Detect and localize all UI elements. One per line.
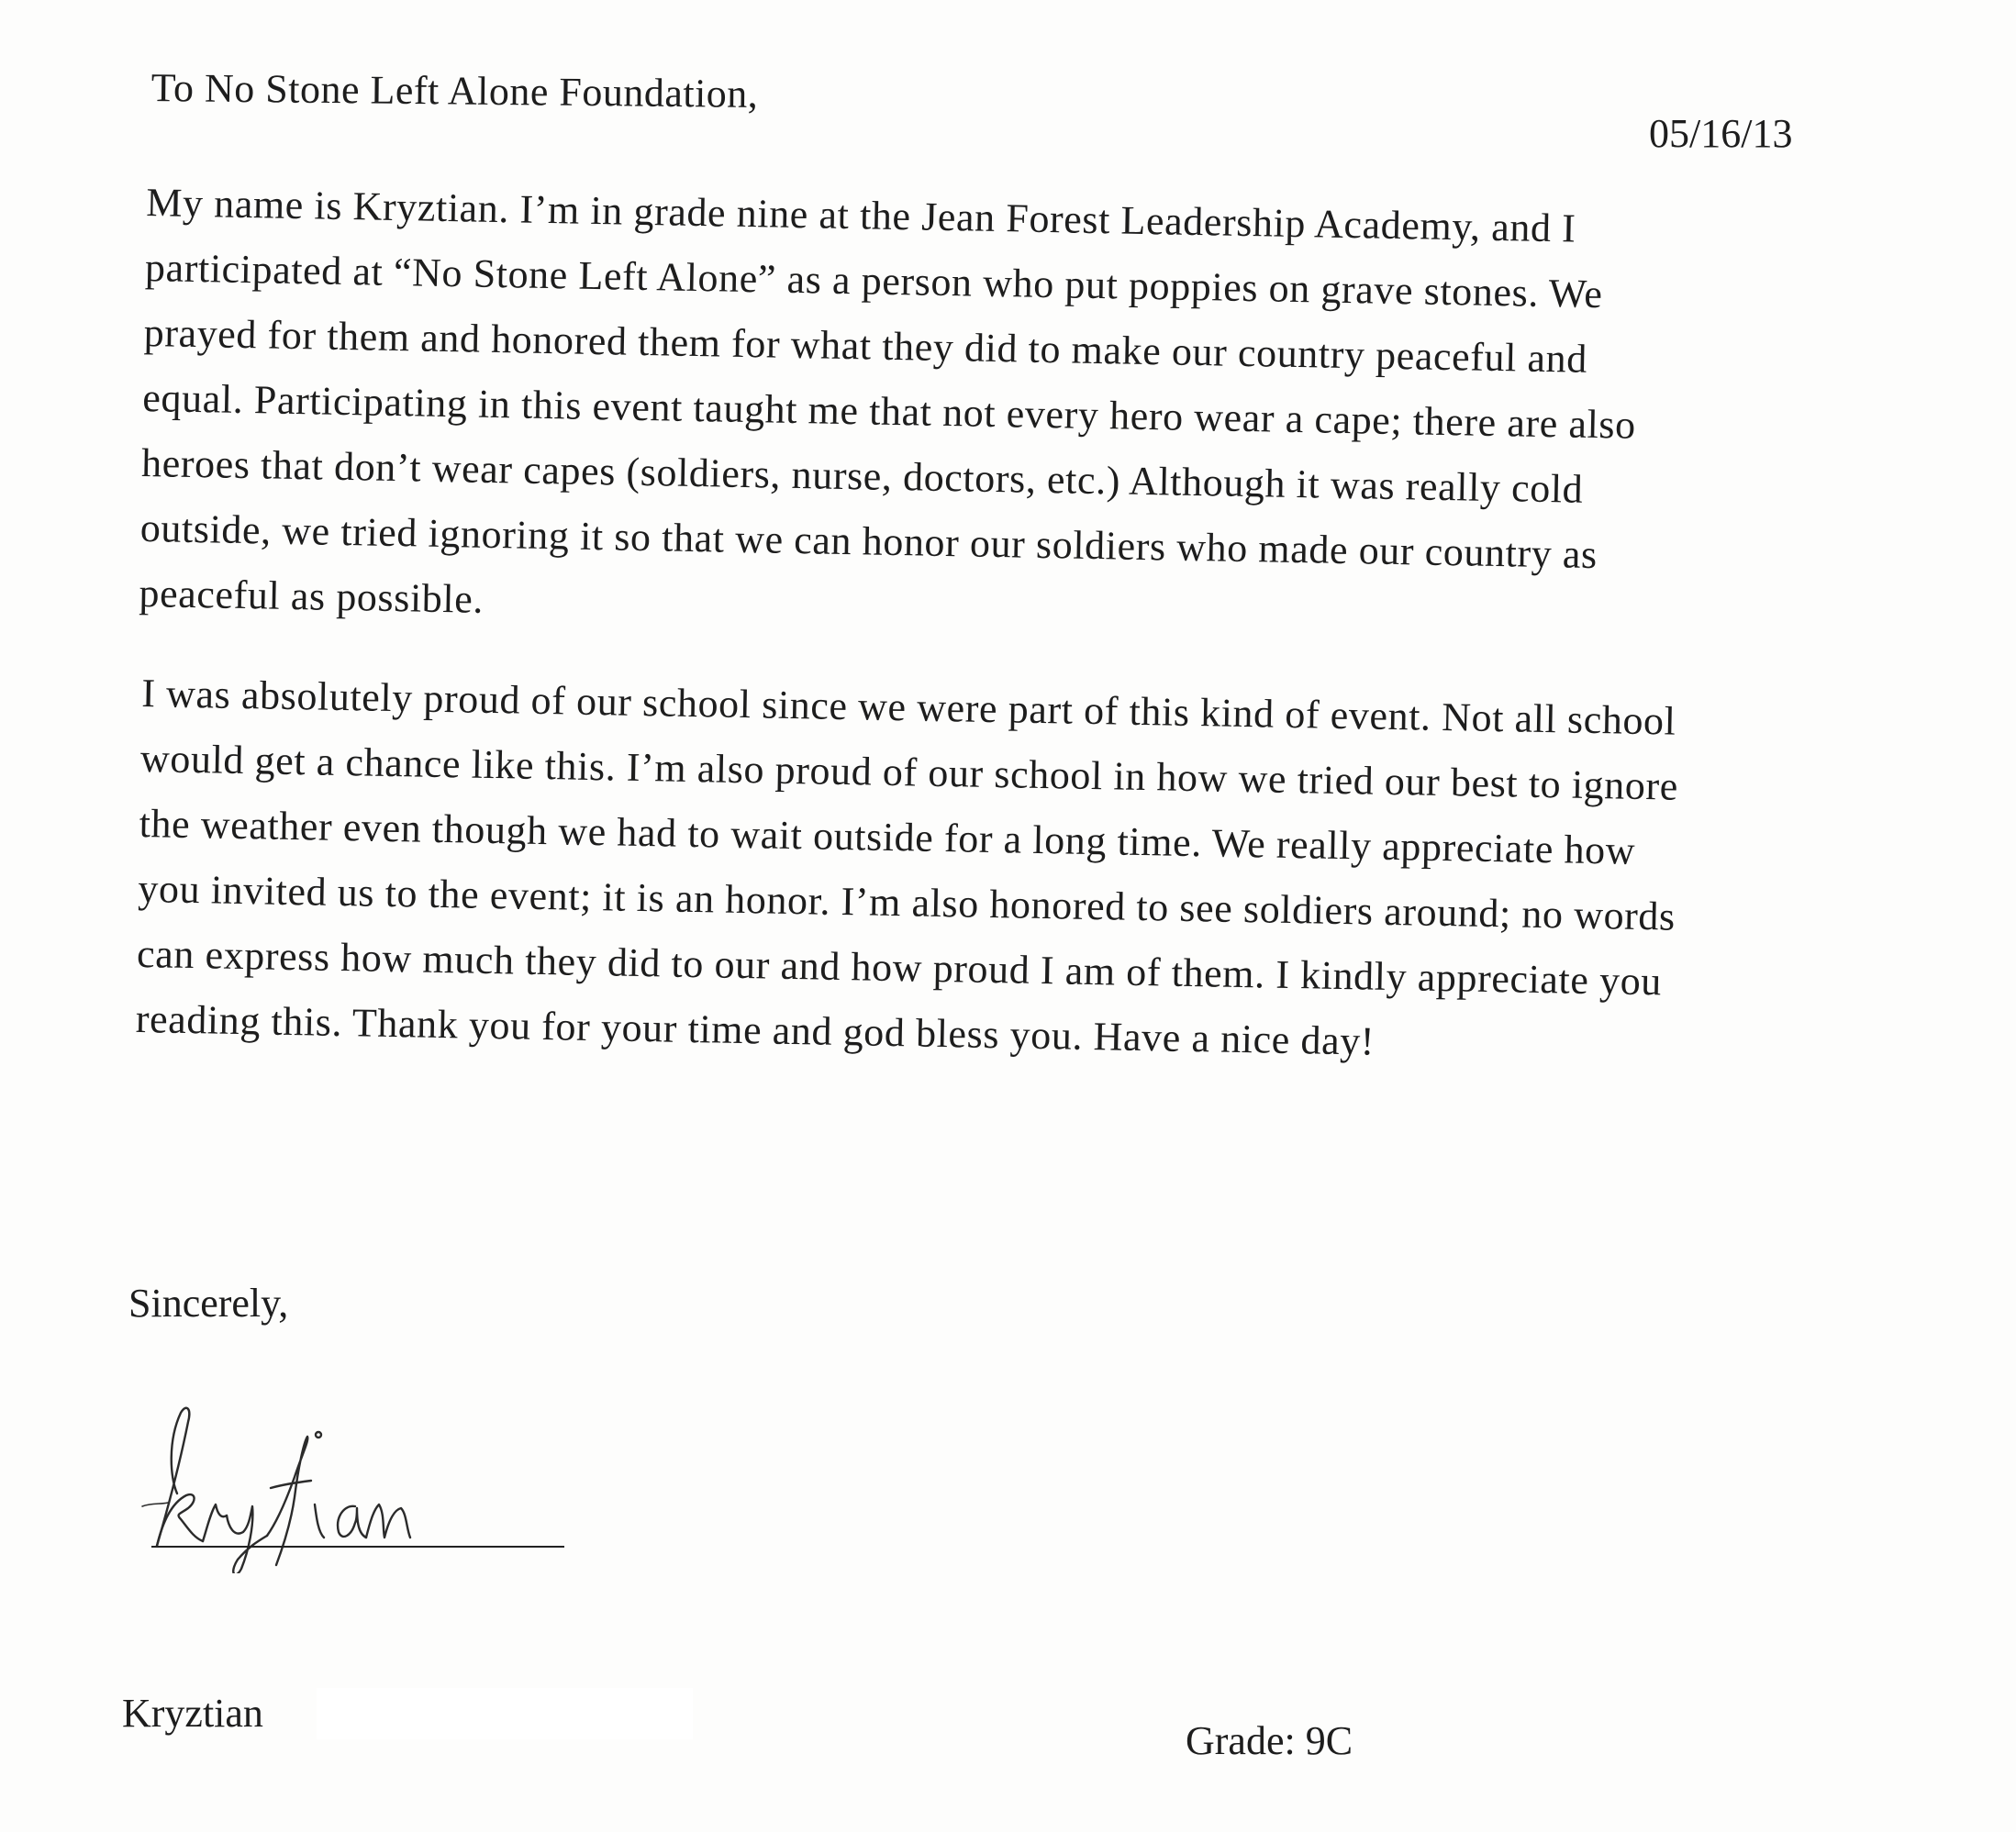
paragraph-line: peaceful as possible. — [139, 570, 485, 622]
salutation: To No Stone Left Alone Foundation, — [150, 64, 759, 117]
paragraph-line: reading this. Thank you for your time and god bless you. Have a nice day! — [135, 995, 1376, 1064]
paragraph-line: participated at “No Stone Left Alone” as a person who put poppies on grave stones. We — [144, 244, 1603, 317]
paragraph-line: would get a chance like this. I’m also proud of our school in how we tried our best to ignore — [139, 735, 1679, 809]
sender-name: Kryztian — [122, 1691, 263, 1736]
letter-date: 05/16/13 — [1649, 111, 1793, 156]
paragraph-line: you invited us to the event; it is an honor. I’m also honored to see soldiers around; no words — [137, 865, 1676, 939]
paragraph-line: the weather even though we had to wait outside for a long time. We really appreciate how — [139, 800, 1636, 873]
paragraph-line: equal. Participating in this event taught me that not every hero wear a cape; there are also — [141, 374, 1637, 448]
body-paragraph-2 — [135, 661, 1680, 1080]
grade-label: Grade: 9C — [1186, 1718, 1353, 1763]
paragraph-line: I was absolutely proud of our school since we were part of this kind of event. Not all school — [140, 670, 1676, 744]
body-paragraph-1 — [139, 170, 1640, 653]
handwritten-signature — [115, 1385, 574, 1573]
paragraph-line: prayed for them and honored them for what they did to make our country peaceful and — [143, 309, 1588, 382]
paragraph-line: heroes that don’t wear capes (soldiers, nurse, doctors, etc.) Although it was really cold — [140, 439, 1584, 512]
paragraph-line: My name is Kryztian. I’m in grade nine at the Jean Forest Leadership Academy, and I — [145, 179, 1576, 251]
paragraph-line: outside, we tried ignoring it so that we can honor our soldiers who made our country as — [139, 505, 1598, 578]
redacted-surname — [317, 1688, 693, 1739]
paragraph-line: can express how much they did to our and how proud I am of them. I kindly appreciate you — [136, 930, 1663, 1005]
closing: Sincerely, — [128, 1281, 289, 1326]
